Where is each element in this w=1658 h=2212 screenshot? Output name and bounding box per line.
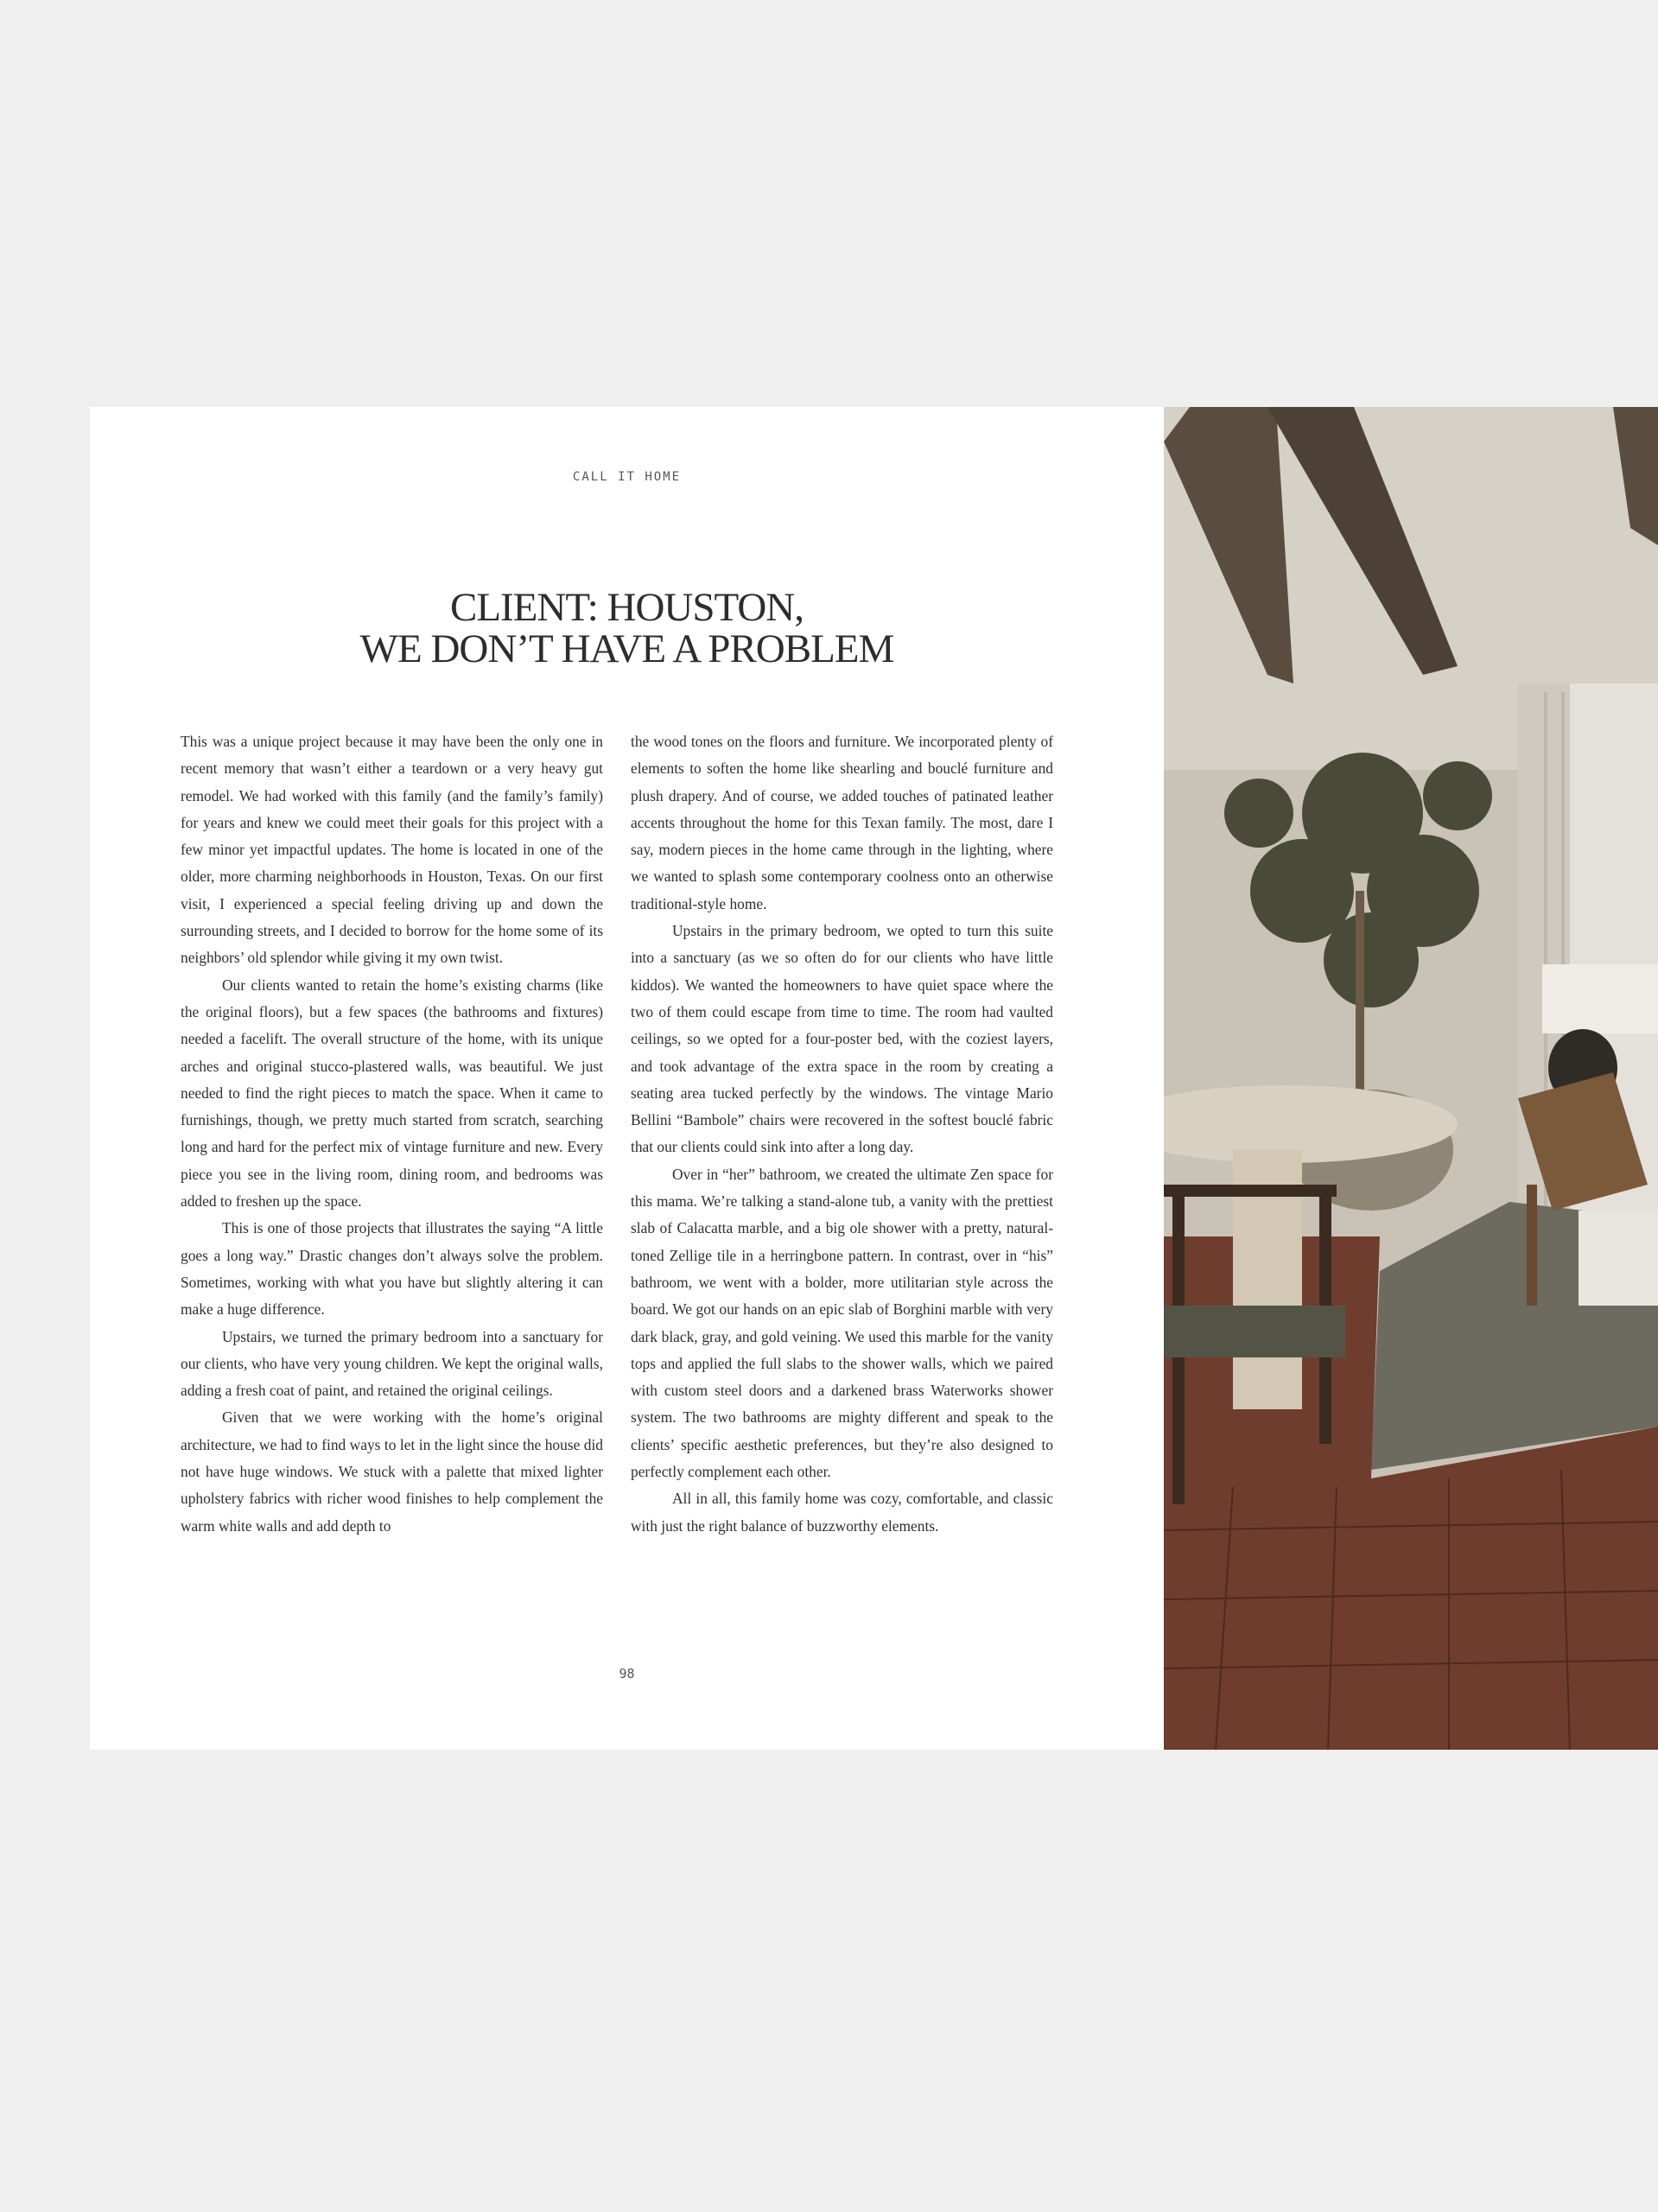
paragraph: Upstairs, we turned the primary bedroom into a sanctuary for our clients, who have very young children. We kept the original walls, adding a fresh coat of paint, and retained the original ceilings. (181, 1327, 603, 1400)
running-head: CALL IT HOME (572, 470, 682, 484)
lamp-shade (1542, 964, 1658, 1033)
paragraph: Given that we were working with the home’s original architecture, we had to find ways to let in the light since the house did not have huge windows. We stuck with a palette that mixed lighter upholstery fabrics with richer wood finishes to help complement the warm white walls and add depth to (181, 1408, 603, 1535)
paragraph: Over in “her” bathroom, we created the ultimate Zen space for this mama. We’re talking a stand-alone tub, a vanity with the prettiest slab of Calacatta marble, and a big ole shower with a pretty, natural-toned Zellige tile in a herringbone pattern. In contrast, over in “his” bathroom, we went with a bolder, more utilitarian style across the board. We got our hands on an epic slab of Borghini marble with very dark black, gray, and gold veining. We used this marble for the vanity tops and applied the full slabs to the shower walls, which we paired with custom steel doors and a darkened brass Waterworks shower system. The two bathrooms are mighty different and speak to the clients’ specific aesthetic preferences, but they’re also designed to perfectly complement each other. (631, 1165, 1053, 1481)
body-column-right (631, 728, 1053, 1540)
title-line-2: WE DON’T HAVE A PROBLEM (359, 626, 894, 671)
interior-illustration (1164, 407, 1658, 1750)
paragraph: Upstairs in the primary bedroom, we opted to turn this suite into a sanctuary (as we so often do for our clients who have little kiddos). We wanted the homeowners to have quiet space where the two of them could escape from time to time. The room had vaulted ceilings, so we opted for a four-poster bed, with the coziest layers, and took advantage of the extra space in the room by creating a seating area tucked perfectly by the windows. The vintage Mario Bellini “Bambole” chairs were recovered in the softest bouclé fabric that our clients could sink into after a long day. (631, 922, 1053, 1156)
dining-room-photo (1164, 407, 1658, 1750)
paragraph: This is one of those projects that illustrates the saying “A little goes a long way.” Drastic changes don’t always solve the problem. Sometimes, working with what you have but slightly altering it can make a huge difference. (181, 1219, 603, 1319)
page-number: 98 (619, 1666, 635, 1681)
text-page (90, 407, 1164, 1750)
paragraph: All in all, this family home was cozy, comfortable, and classic with just the right balance of buzzworthy elements. (631, 1490, 1053, 1535)
paragraph: This was a unique project because it may have been the only one in recent memory that wasn’t either a teardown or a very heavy gut remodel. We had worked with this family (and the family’s family) for years and knew we could meet their goals for this project with a few minor yet impactful updates. The home is located in one of the older, more charming neighborhoods in Houston, Texas. On our first visit, I experienced a special feeling driving up and down the surrounding streets, and I decided to borrow for the home some of its neighbors’ old splendor while giving it my own twist. (181, 733, 603, 967)
chapter-title (90, 587, 1164, 670)
paragraph: the wood tones on the floors and furniture. We incorporated plenty of elements to soften the home like shearling and bouclé furniture and plush drapery. And of course, we added touches of patinated leather accents throughout the home for this Texan family. The most, dare I say, modern pieces in the home came through in the lighting, where we wanted to splash some contemporary coolness onto an otherwise traditional-style home. (631, 733, 1053, 912)
title-line-1: CLIENT: HOUSTON, (450, 585, 804, 630)
body-column-left (181, 728, 603, 1540)
book-spread (90, 407, 1658, 1750)
paragraph: Our clients wanted to retain the home’s existing charms (like the original floors), but a few spaces (the bathrooms and fixtures) needed a facelift. The overall structure of the home, with its unique arches and original stucco-plastered walls, was beautiful. We just needed to find the right pieces to match the space. When it came to furnishings, though, we pretty much started from scratch, searching long and hard for the perfect mix of vintage furniture and new. Every piece you see in the living room, dining room, and bedrooms was added to freshen up the space. (181, 976, 603, 1211)
